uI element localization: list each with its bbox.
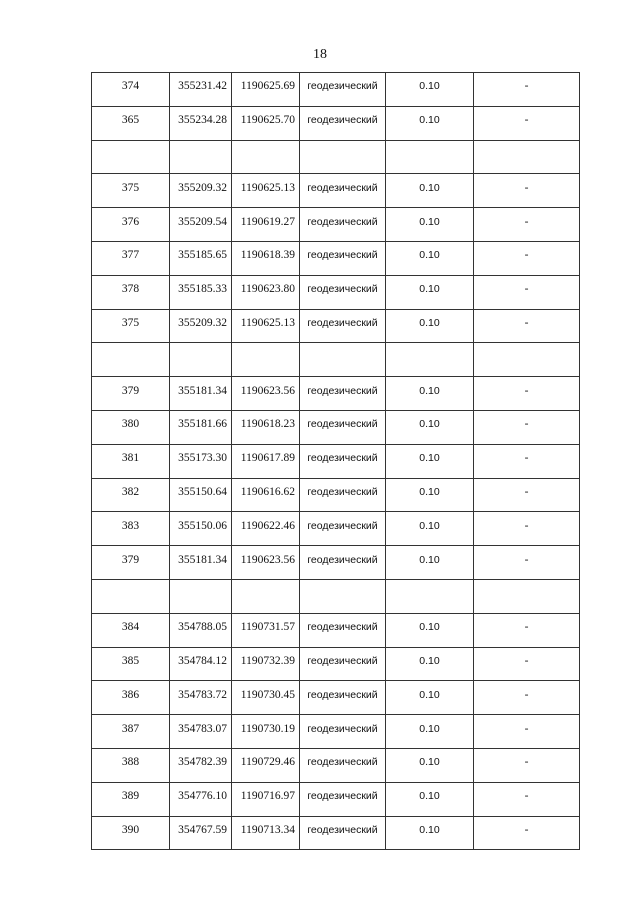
method-cell: геодезический: [300, 647, 386, 681]
precision-cell: 0.10: [386, 208, 474, 242]
note-cell: -: [474, 174, 580, 208]
table-row: [92, 478, 580, 512]
point-id-cell: 381: [92, 444, 170, 478]
note-cell: -: [474, 748, 580, 782]
coordinates-table: [91, 72, 580, 850]
point-id-cell: 387: [92, 715, 170, 749]
method-cell: геодезический: [300, 377, 386, 411]
method-cell: [300, 140, 386, 174]
note-cell: [474, 343, 580, 377]
point-id-cell: 385: [92, 647, 170, 681]
table-row: [92, 715, 580, 749]
table-row: [92, 681, 580, 715]
method-cell: геодезический: [300, 681, 386, 715]
x-coordinate-cell: 355181.66: [170, 410, 232, 444]
precision-cell: 0.10: [386, 613, 474, 647]
point-id-cell: 374: [92, 73, 170, 107]
precision-cell: 0.10: [386, 174, 474, 208]
note-cell: -: [474, 275, 580, 309]
precision-cell: 0.10: [386, 309, 474, 343]
method-cell: геодезический: [300, 715, 386, 749]
point-id-cell: 379: [92, 546, 170, 580]
x-coordinate-cell: 354767.59: [170, 816, 232, 850]
precision-cell: 0.10: [386, 106, 474, 140]
method-cell: геодезический: [300, 106, 386, 140]
table-row: [92, 546, 580, 580]
page-number: 18: [313, 47, 327, 62]
y-coordinate-cell: 1190619.27: [232, 208, 300, 242]
table-row: [92, 613, 580, 647]
table-row: [92, 748, 580, 782]
precision-cell: [386, 140, 474, 174]
point-id-cell: 390: [92, 816, 170, 850]
y-coordinate-cell: 1190625.13: [232, 174, 300, 208]
method-cell: геодезический: [300, 613, 386, 647]
method-cell: [300, 579, 386, 613]
point-id-cell: 377: [92, 241, 170, 275]
note-cell: -: [474, 782, 580, 816]
method-cell: геодезический: [300, 208, 386, 242]
method-cell: геодезический: [300, 410, 386, 444]
method-cell: геодезический: [300, 512, 386, 546]
table-row: [92, 512, 580, 546]
precision-cell: 0.10: [386, 816, 474, 850]
precision-cell: 0.10: [386, 782, 474, 816]
precision-cell: [386, 579, 474, 613]
method-cell: геодезический: [300, 478, 386, 512]
method-cell: геодезический: [300, 174, 386, 208]
note-cell: -: [474, 478, 580, 512]
precision-cell: 0.10: [386, 681, 474, 715]
method-cell: геодезический: [300, 73, 386, 107]
precision-cell: [386, 343, 474, 377]
point-id-cell: [92, 579, 170, 613]
table-row: [92, 579, 580, 613]
y-coordinate-cell: 1190713.34: [232, 816, 300, 850]
note-cell: -: [474, 444, 580, 478]
y-coordinate-cell: 1190730.19: [232, 715, 300, 749]
point-id-cell: 365: [92, 106, 170, 140]
y-coordinate-cell: 1190625.69: [232, 73, 300, 107]
table-row: [92, 377, 580, 411]
x-coordinate-cell: 354782.39: [170, 748, 232, 782]
y-coordinate-cell: [232, 140, 300, 174]
table-row: [92, 106, 580, 140]
x-coordinate-cell: [170, 140, 232, 174]
point-id-cell: 375: [92, 174, 170, 208]
y-coordinate-cell: 1190716.97: [232, 782, 300, 816]
point-id-cell: 379: [92, 377, 170, 411]
table-row: [92, 816, 580, 850]
point-id-cell: 386: [92, 681, 170, 715]
precision-cell: 0.10: [386, 546, 474, 580]
note-cell: -: [474, 715, 580, 749]
x-coordinate-cell: 355185.33: [170, 275, 232, 309]
method-cell: геодезический: [300, 275, 386, 309]
point-id-cell: 380: [92, 410, 170, 444]
precision-cell: 0.10: [386, 647, 474, 681]
precision-cell: 0.10: [386, 410, 474, 444]
method-cell: геодезический: [300, 782, 386, 816]
note-cell: -: [474, 377, 580, 411]
note-cell: [474, 140, 580, 174]
point-id-cell: 388: [92, 748, 170, 782]
note-cell: -: [474, 309, 580, 343]
note-cell: -: [474, 681, 580, 715]
y-coordinate-cell: 1190729.46: [232, 748, 300, 782]
precision-cell: 0.10: [386, 241, 474, 275]
x-coordinate-cell: 354788.05: [170, 613, 232, 647]
x-coordinate-cell: 355231.42: [170, 73, 232, 107]
method-cell: геодезический: [300, 816, 386, 850]
point-id-cell: 378: [92, 275, 170, 309]
method-cell: геодезический: [300, 444, 386, 478]
note-cell: -: [474, 613, 580, 647]
table-row: [92, 343, 580, 377]
precision-cell: 0.10: [386, 715, 474, 749]
note-cell: [474, 579, 580, 613]
method-cell: геодезический: [300, 241, 386, 275]
table-row: [92, 208, 580, 242]
y-coordinate-cell: [232, 343, 300, 377]
method-cell: геодезический: [300, 309, 386, 343]
method-cell: геодезический: [300, 546, 386, 580]
y-coordinate-cell: 1190618.23: [232, 410, 300, 444]
y-coordinate-cell: 1190623.56: [232, 546, 300, 580]
x-coordinate-cell: 354784.12: [170, 647, 232, 681]
table-row: [92, 444, 580, 478]
point-id-cell: 382: [92, 478, 170, 512]
y-coordinate-cell: 1190732.39: [232, 647, 300, 681]
x-coordinate-cell: 355173.30: [170, 444, 232, 478]
x-coordinate-cell: 354783.72: [170, 681, 232, 715]
x-coordinate-cell: 354776.10: [170, 782, 232, 816]
note-cell: -: [474, 410, 580, 444]
x-coordinate-cell: 355150.06: [170, 512, 232, 546]
point-id-cell: 384: [92, 613, 170, 647]
table-row: [92, 275, 580, 309]
precision-cell: 0.10: [386, 748, 474, 782]
precision-cell: 0.10: [386, 512, 474, 546]
point-id-cell: 389: [92, 782, 170, 816]
y-coordinate-cell: 1190623.80: [232, 275, 300, 309]
point-id-cell: 376: [92, 208, 170, 242]
method-cell: [300, 343, 386, 377]
x-coordinate-cell: 355209.32: [170, 174, 232, 208]
note-cell: -: [474, 816, 580, 850]
y-coordinate-cell: 1190617.89: [232, 444, 300, 478]
x-coordinate-cell: 355185.65: [170, 241, 232, 275]
precision-cell: 0.10: [386, 478, 474, 512]
precision-cell: 0.10: [386, 275, 474, 309]
note-cell: -: [474, 208, 580, 242]
x-coordinate-cell: 355234.28: [170, 106, 232, 140]
note-cell: -: [474, 546, 580, 580]
point-id-cell: [92, 140, 170, 174]
precision-cell: 0.10: [386, 444, 474, 478]
note-cell: -: [474, 512, 580, 546]
precision-cell: 0.10: [386, 73, 474, 107]
table-row: [92, 174, 580, 208]
table-row: [92, 241, 580, 275]
x-coordinate-cell: 355181.34: [170, 546, 232, 580]
table-row: [92, 782, 580, 816]
table-row: [92, 73, 580, 107]
table-row: [92, 410, 580, 444]
point-id-cell: 383: [92, 512, 170, 546]
y-coordinate-cell: [232, 579, 300, 613]
x-coordinate-cell: 355181.34: [170, 377, 232, 411]
x-coordinate-cell: 354783.07: [170, 715, 232, 749]
y-coordinate-cell: 1190625.70: [232, 106, 300, 140]
x-coordinate-cell: [170, 579, 232, 613]
method-cell: геодезический: [300, 748, 386, 782]
y-coordinate-cell: 1190618.39: [232, 241, 300, 275]
table-row: [92, 309, 580, 343]
point-id-cell: [92, 343, 170, 377]
table-row: [92, 647, 580, 681]
x-coordinate-cell: 355209.32: [170, 309, 232, 343]
y-coordinate-cell: 1190616.62: [232, 478, 300, 512]
y-coordinate-cell: 1190730.45: [232, 681, 300, 715]
x-coordinate-cell: 355209.54: [170, 208, 232, 242]
note-cell: -: [474, 106, 580, 140]
y-coordinate-cell: 1190625.13: [232, 309, 300, 343]
note-cell: -: [474, 647, 580, 681]
x-coordinate-cell: 355150.64: [170, 478, 232, 512]
x-coordinate-cell: [170, 343, 232, 377]
y-coordinate-cell: 1190622.46: [232, 512, 300, 546]
y-coordinate-cell: 1190731.57: [232, 613, 300, 647]
point-id-cell: 375: [92, 309, 170, 343]
note-cell: -: [474, 73, 580, 107]
note-cell: -: [474, 241, 580, 275]
precision-cell: 0.10: [386, 377, 474, 411]
y-coordinate-cell: 1190623.56: [232, 377, 300, 411]
table-body: [92, 73, 580, 850]
table-row: [92, 140, 580, 174]
